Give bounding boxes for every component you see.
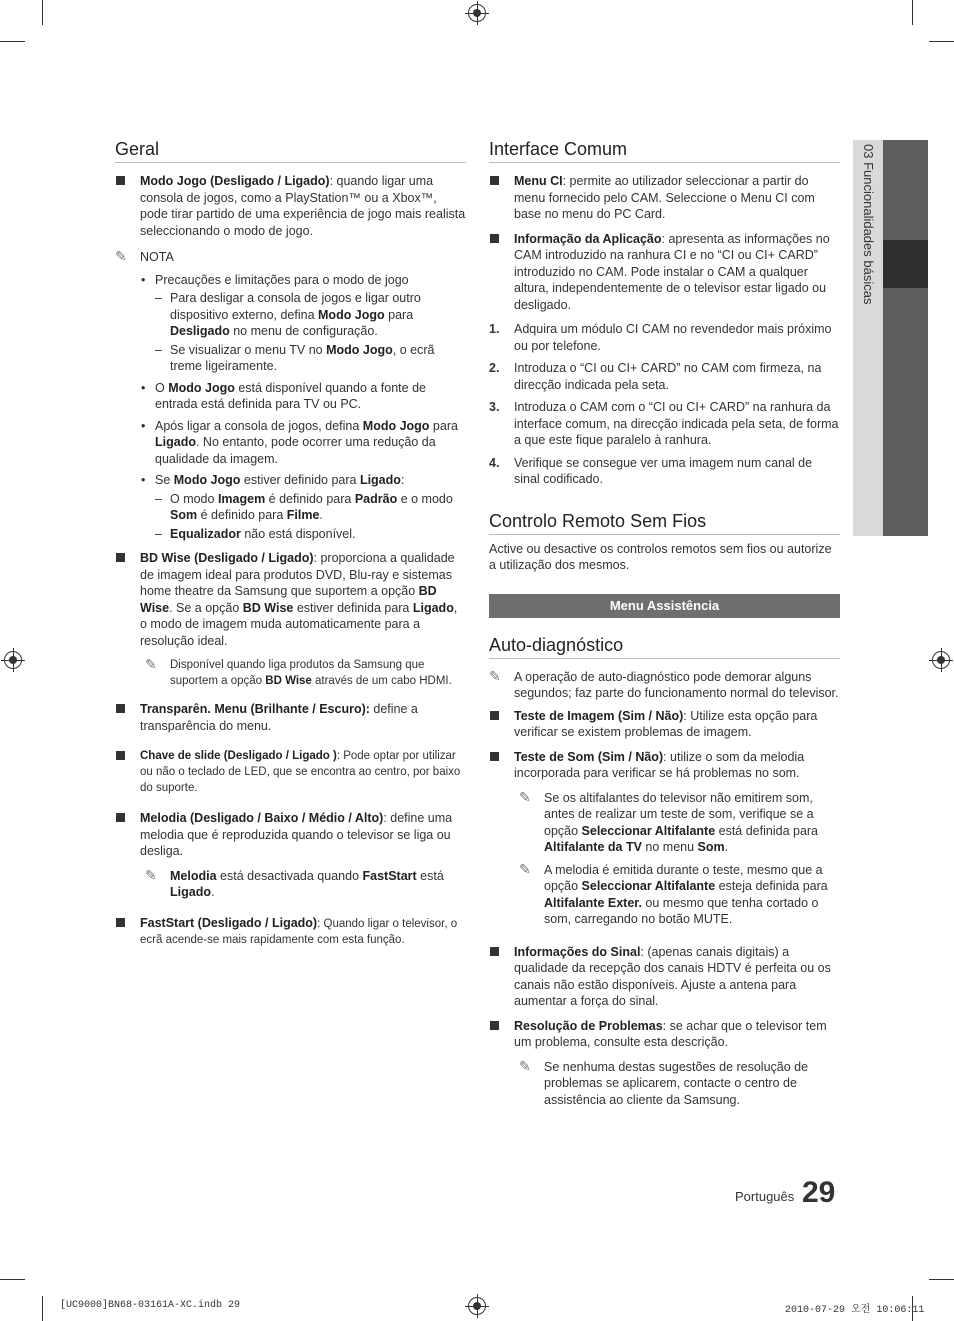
list-item-faststart	[115, 915, 466, 948]
pencil-icon: ✎	[519, 788, 531, 805]
text: não está disponível.	[240, 526, 356, 541]
step-number: 1.	[489, 322, 500, 336]
text: Se visualizar o menu TV no	[170, 342, 327, 357]
term: BD Wise (Desligado / Ligado)	[140, 551, 314, 565]
term: Altifalante Exter.	[544, 895, 642, 910]
text: é definido para	[265, 491, 355, 506]
term: Modo Jogo	[173, 473, 241, 487]
square-bullet-icon	[116, 704, 125, 713]
square-bullet-icon	[490, 234, 499, 243]
text: : apresenta as informações no CAM introduzido na ranhura CI e no “CI ou CI+ CARD” introduzido no CAM. Pode instalar o CAM a qualquer altura, independentemente de o televisor estar ligado ou desligado.	[514, 231, 830, 312]
text: Para desligar a consola de jogos e ligar outro dispositivo externo, defina	[170, 291, 421, 322]
text: O	[155, 380, 169, 395]
text: para	[384, 307, 414, 322]
text: está definida para	[715, 823, 819, 838]
text: O modo	[170, 491, 218, 506]
list-item-transparencia	[115, 701, 466, 734]
text: . Se a opção	[169, 600, 243, 615]
registration-mark	[4, 651, 22, 669]
crop-mark	[0, 1279, 25, 1280]
text: Disponível quando liga produtos da Samsung que suportem a opção	[170, 659, 425, 687]
print-slug-file: [UC9000]BN68-03161A-XC.indb 29	[60, 1300, 241, 1311]
list-item-chave-slide	[115, 748, 466, 796]
right-column	[489, 138, 840, 1114]
left-column	[115, 138, 466, 956]
chapter-tab-marker	[883, 240, 928, 288]
term: Imagem	[217, 491, 266, 506]
dash-bullet-icon: –	[155, 291, 162, 305]
crop-mark	[912, 0, 913, 25]
text: : (apenas canais digitais) a qualidade da recepção dos canais HDTV é perfeita ou os canais não estão disponíveis. Ajuste a antena para aumentar a força do sinal.	[514, 944, 831, 1008]
text: A melodia é emitida durante o teste, mesmo que a opção	[544, 862, 823, 893]
pencil-icon: ✎	[145, 866, 157, 883]
list-item-informacoes-sinal	[489, 944, 840, 1010]
term: Informações do Sinal	[514, 944, 641, 959]
note-dot-item	[115, 418, 466, 468]
term: Padrão	[354, 491, 398, 506]
term: Melodia	[170, 868, 217, 883]
term: Transparên. Menu (Brilhante / Escuro):	[140, 702, 370, 716]
dot-bullet-icon: •	[141, 272, 146, 287]
square-bullet-icon	[490, 752, 499, 761]
list-item-bd-wise	[115, 550, 466, 649]
heading-geral: Geral	[115, 138, 466, 163]
text: .	[728, 912, 733, 926]
term: FastStart	[362, 868, 417, 883]
term: Seleccionar Altifalante	[581, 879, 716, 893]
list-item-menu-ci	[489, 173, 840, 223]
text: estiver definido para	[240, 473, 360, 487]
heading-controlo-remoto: Controlo Remoto Sem Fios	[489, 510, 840, 535]
text: , o ecrã treme ligeiramente.	[170, 342, 435, 373]
text: : Pode optar por utilizar ou não o teclado de LED, que se encontra ao centro, por baixo do suporte.	[140, 750, 461, 794]
term: Ligado	[412, 600, 454, 615]
note-dash-item	[115, 290, 466, 340]
text: : Quando ligar o televisor, o ecrã acende-se mais rapidamente com esta função.	[140, 917, 458, 946]
note-text: Precauções e limitações para o modo de jogo	[155, 272, 409, 287]
square-bullet-icon	[116, 813, 125, 822]
note-dash-item	[115, 491, 466, 524]
term: Seleccionar Altifalante	[581, 823, 716, 838]
dash-bullet-icon: –	[155, 342, 162, 357]
step-item	[489, 455, 840, 488]
term: BD Wise	[242, 600, 294, 615]
term: Modo Jogo	[362, 418, 430, 433]
crop-mark	[42, 1296, 43, 1321]
text: Se os altifalantes do televisor não emitirem som, antes de realizar um teste de som, verifique se a opção	[544, 790, 814, 838]
term: Modo Jogo	[318, 307, 385, 322]
term: Modo Jogo	[326, 342, 393, 357]
step-number: 4.	[489, 455, 500, 470]
chapter-number: 03	[861, 144, 876, 159]
term: MUTE	[693, 912, 729, 926]
list-item-melodia	[115, 810, 466, 860]
text: define a transparência do menu.	[140, 702, 418, 733]
chapter-label	[853, 144, 883, 534]
dash-bullet-icon: –	[155, 491, 162, 506]
term: FastStart (Desligado / Ligado)	[140, 915, 318, 930]
text: e o modo	[397, 491, 453, 506]
text: : se achar que o televisor tem um problema, consulte esta descrição.	[514, 1018, 827, 1049]
text: ou mesmo que tenha cortado o som, carregando no botão	[544, 895, 819, 926]
note-dot-item	[115, 272, 466, 289]
term: Chave de slide (Desligado / Ligado )	[140, 750, 337, 762]
pencil-icon: ✎	[519, 860, 531, 877]
text: .	[210, 885, 215, 899]
pencil-icon: ✎	[145, 656, 157, 672]
text: é definido para	[197, 508, 287, 522]
step-item	[489, 360, 840, 393]
text: está	[416, 868, 444, 883]
dash-bullet-icon: –	[155, 526, 162, 541]
term: Teste de Imagem (Sim / Não)	[514, 708, 684, 723]
note-teste-som-2	[489, 862, 840, 928]
registration-mark	[468, 1297, 486, 1315]
note-resolucao-problemas	[489, 1059, 840, 1109]
text: no menu	[641, 840, 698, 854]
step-item	[489, 399, 840, 449]
text: : Utilize esta opção para verificar se existem problemas de imagem.	[514, 708, 818, 739]
crop-mark	[929, 41, 954, 42]
page-number: 29	[802, 1176, 836, 1209]
text: esteja definida para	[715, 879, 828, 893]
square-bullet-icon	[116, 918, 125, 927]
term: Altifalante da TV	[544, 840, 642, 854]
square-bullet-icon	[490, 947, 499, 956]
section-banner-menu-assistencia: Menu Assistência	[489, 594, 840, 618]
text: para	[429, 418, 458, 433]
note-label: NOTA	[140, 250, 174, 264]
text: Se nenhuma destas sugestões de resolução de problemas se aplicarem, contacte o centro de assistência ao cliente da Samsung.	[544, 1059, 809, 1107]
crop-mark	[929, 1279, 954, 1280]
term: Modo Jogo	[168, 380, 235, 395]
note-teste-som-1	[489, 790, 840, 856]
square-bullet-icon	[116, 751, 125, 760]
square-bullet-icon	[490, 176, 499, 185]
description: : quando ligar uma consola de jogos, como a PlayStation™ ou a Xbox™, pode tirar partido de uma experiência de jogo mais realista seleccionando o modo de jogo.	[140, 174, 466, 238]
list-item-modo-jogo	[115, 173, 466, 239]
text: : proporciona a qualidade de imagem ideal para produtos DVD, Blu-ray e sistemas home theatre da Samsung que suportem a opção	[140, 551, 455, 598]
term: Som	[697, 840, 725, 854]
text: : define uma melodia que é reproduzida quando o televisor se liga ou desliga.	[140, 811, 453, 858]
text: .	[319, 508, 323, 522]
text: está desactivada quando	[216, 868, 363, 883]
term: Menu CI	[514, 174, 563, 188]
term: Ligado	[359, 473, 401, 487]
term: Melodia (Desligado / Baixo / Médio / Alto)	[140, 811, 384, 825]
pencil-icon: ✎	[519, 1057, 531, 1074]
dot-bullet-icon: •	[141, 380, 146, 395]
note-auto-diagnostico	[489, 669, 840, 702]
text: .	[724, 840, 729, 854]
crop-mark	[42, 0, 43, 25]
note-dash-item	[115, 526, 466, 543]
term: Resolução de Problemas	[514, 1018, 663, 1033]
text: Se	[155, 473, 174, 487]
heading-interface-comum: Interface Comum	[489, 138, 840, 163]
step-text: Introduza o “CI ou CI+ CARD” no CAM com firmeza, na direcção indicada pela seta.	[514, 361, 822, 392]
text: está disponível quando a fonte de entrada está definida para TV ou PC.	[155, 380, 426, 411]
step-text: Verifique se consegue ver uma imagem num canal de sinal codificado.	[514, 455, 813, 486]
pencil-icon: ✎	[489, 667, 501, 684]
list-item-resolucao-problemas	[489, 1018, 840, 1051]
step-number: 3.	[489, 400, 500, 414]
text: A operação de auto-diagnóstico pode demorar alguns segundos; faz parte do funcionamento normal do televisor.	[514, 669, 839, 700]
print-slug-date: 2010-07-29 오전 10:06:11	[785, 1305, 925, 1316]
dot-bullet-icon: •	[141, 418, 146, 433]
text: estiver definida para	[293, 600, 413, 615]
chapter-tab-dark	[883, 140, 928, 536]
term: Ligado	[170, 885, 211, 899]
square-bullet-icon	[490, 711, 499, 720]
note-melodia	[115, 868, 466, 901]
text: Após ligar a consola de jogos, defina	[155, 418, 363, 433]
step-number: 2.	[489, 361, 500, 375]
square-bullet-icon	[116, 176, 125, 185]
footer-language: Português	[735, 1189, 795, 1204]
term: Som	[170, 508, 198, 522]
heading-auto-diagnostico: Auto-diagnóstico	[489, 634, 840, 659]
text: : utilize o som da melodia incorporada para verificar se há problemas no som.	[514, 749, 805, 780]
square-bullet-icon	[116, 553, 125, 562]
step-text: Adquira um módulo CI CAM no revendedor mais próximo ou por telefone.	[514, 322, 832, 353]
text: , o modo de imagem muda automaticamente para a resolução ideal.	[140, 600, 458, 648]
list-item-teste-imagem	[489, 708, 840, 741]
text: . No entanto, pode ocorrer uma redução da qualidade da imagem.	[155, 435, 436, 466]
term: Equalizador	[170, 526, 241, 541]
note-dash-item	[115, 342, 466, 375]
square-bullet-icon	[490, 1021, 499, 1030]
list-item-info-aplicacao	[489, 231, 840, 314]
dot-bullet-icon: •	[141, 473, 146, 487]
text: : permite ao utilizador seleccionar a partir do menu fornecido pelo CAM. Seleccione o Menu CI com base no menu do PC Card.	[514, 174, 815, 221]
registration-mark	[932, 651, 950, 669]
note-bd-wise	[115, 657, 466, 689]
term: Teste de Som (Sim / Não)	[514, 749, 664, 764]
term: Desligado	[170, 324, 230, 338]
term: BD Wise	[140, 584, 437, 615]
term: Ligado	[155, 435, 196, 449]
step-item	[489, 321, 840, 354]
term: Modo Jogo (Desligado / Ligado)	[140, 174, 330, 188]
term: Informação da Aplicação	[514, 231, 662, 246]
controlo-remoto-text: Active ou desactive os controlos remotos sem fios ou autorize a utilização dos mesmos.	[489, 541, 832, 572]
pencil-icon: ✎	[115, 248, 127, 264]
list-item-teste-som	[489, 749, 840, 782]
note-dot-item	[115, 472, 466, 489]
note-dot-item	[115, 380, 466, 413]
step-text: Introduza o CAM com o “CI ou CI+ CARD” na ranhura da interface comum, na direcção indicada pela seta, de forma a que este fique paralelo à ranhura.	[514, 400, 839, 447]
term: Filme	[286, 508, 320, 522]
chapter-title: Funcionalidades básicas	[861, 162, 876, 305]
term: BD Wise	[265, 675, 312, 687]
crop-mark	[0, 41, 25, 42]
text: :	[400, 473, 405, 487]
text: através de um cabo HDMI.	[311, 675, 452, 687]
text: no menu de configuração.	[229, 324, 378, 338]
note-block	[115, 249, 466, 266]
registration-mark	[468, 4, 486, 22]
